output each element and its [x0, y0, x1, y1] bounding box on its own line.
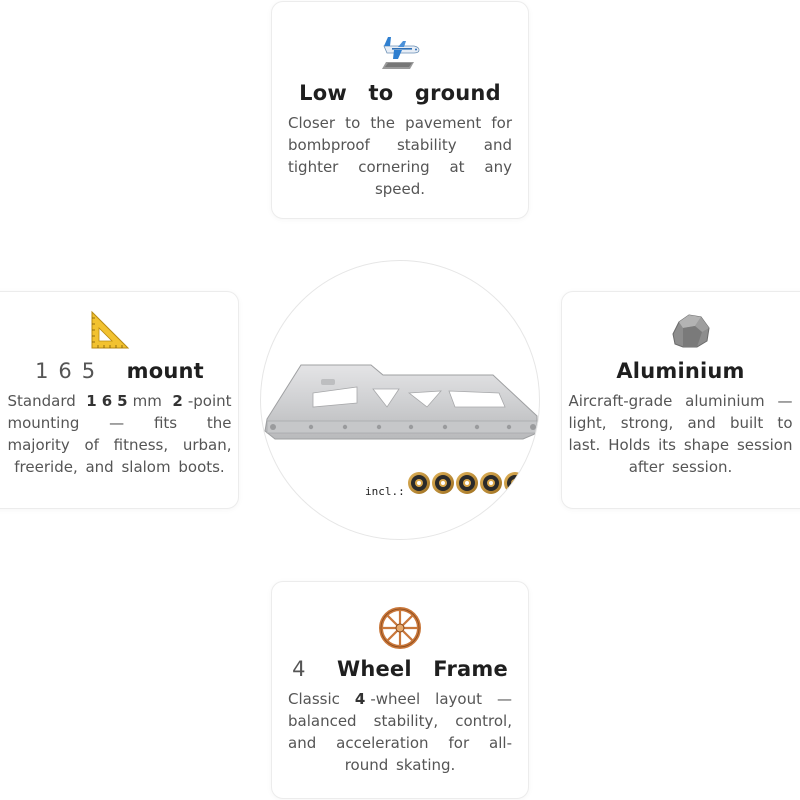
wheel-count: 4: [292, 657, 316, 681]
feature-title: 4 Wheel Frame: [292, 657, 508, 681]
skate-frame-illustration: [261, 261, 540, 540]
feature-card-low-to-ground: [271, 1, 529, 219]
feature-card-wheel-frame: [271, 581, 529, 799]
feature-description: Standard 165mm 2-point mounting — fits the majority of fitness, urban, freeride, and slalom boots.: [7, 392, 232, 476]
feature-description: Closer to the pavement for bombproof stability and tighter cornering at any speed.: [288, 114, 512, 198]
airplane-icon: [378, 30, 422, 74]
feature-description: Classic 4-wheel layout — balanced stability, control, and acceleration for all-round skating.: [288, 690, 512, 774]
feature-title: Aluminium: [616, 359, 745, 383]
feature-card-aluminium: [561, 291, 800, 509]
feature-title: 165 mount: [35, 359, 204, 383]
feature-card-mount: [0, 291, 239, 509]
rock-icon: [669, 308, 713, 352]
bearing-set: [408, 472, 526, 494]
mount-size: 165: [35, 359, 106, 383]
feature-title: Low to ground: [299, 81, 501, 105]
feature-description: Aircraft-grade aluminium — light, strong, and built to last. Holds its shape session after session.: [568, 392, 793, 476]
product-image: [260, 260, 540, 540]
triangle-ruler-icon: [88, 308, 132, 352]
included-label: incl.:: [365, 485, 405, 498]
wooden-wheel-icon: [378, 606, 422, 650]
